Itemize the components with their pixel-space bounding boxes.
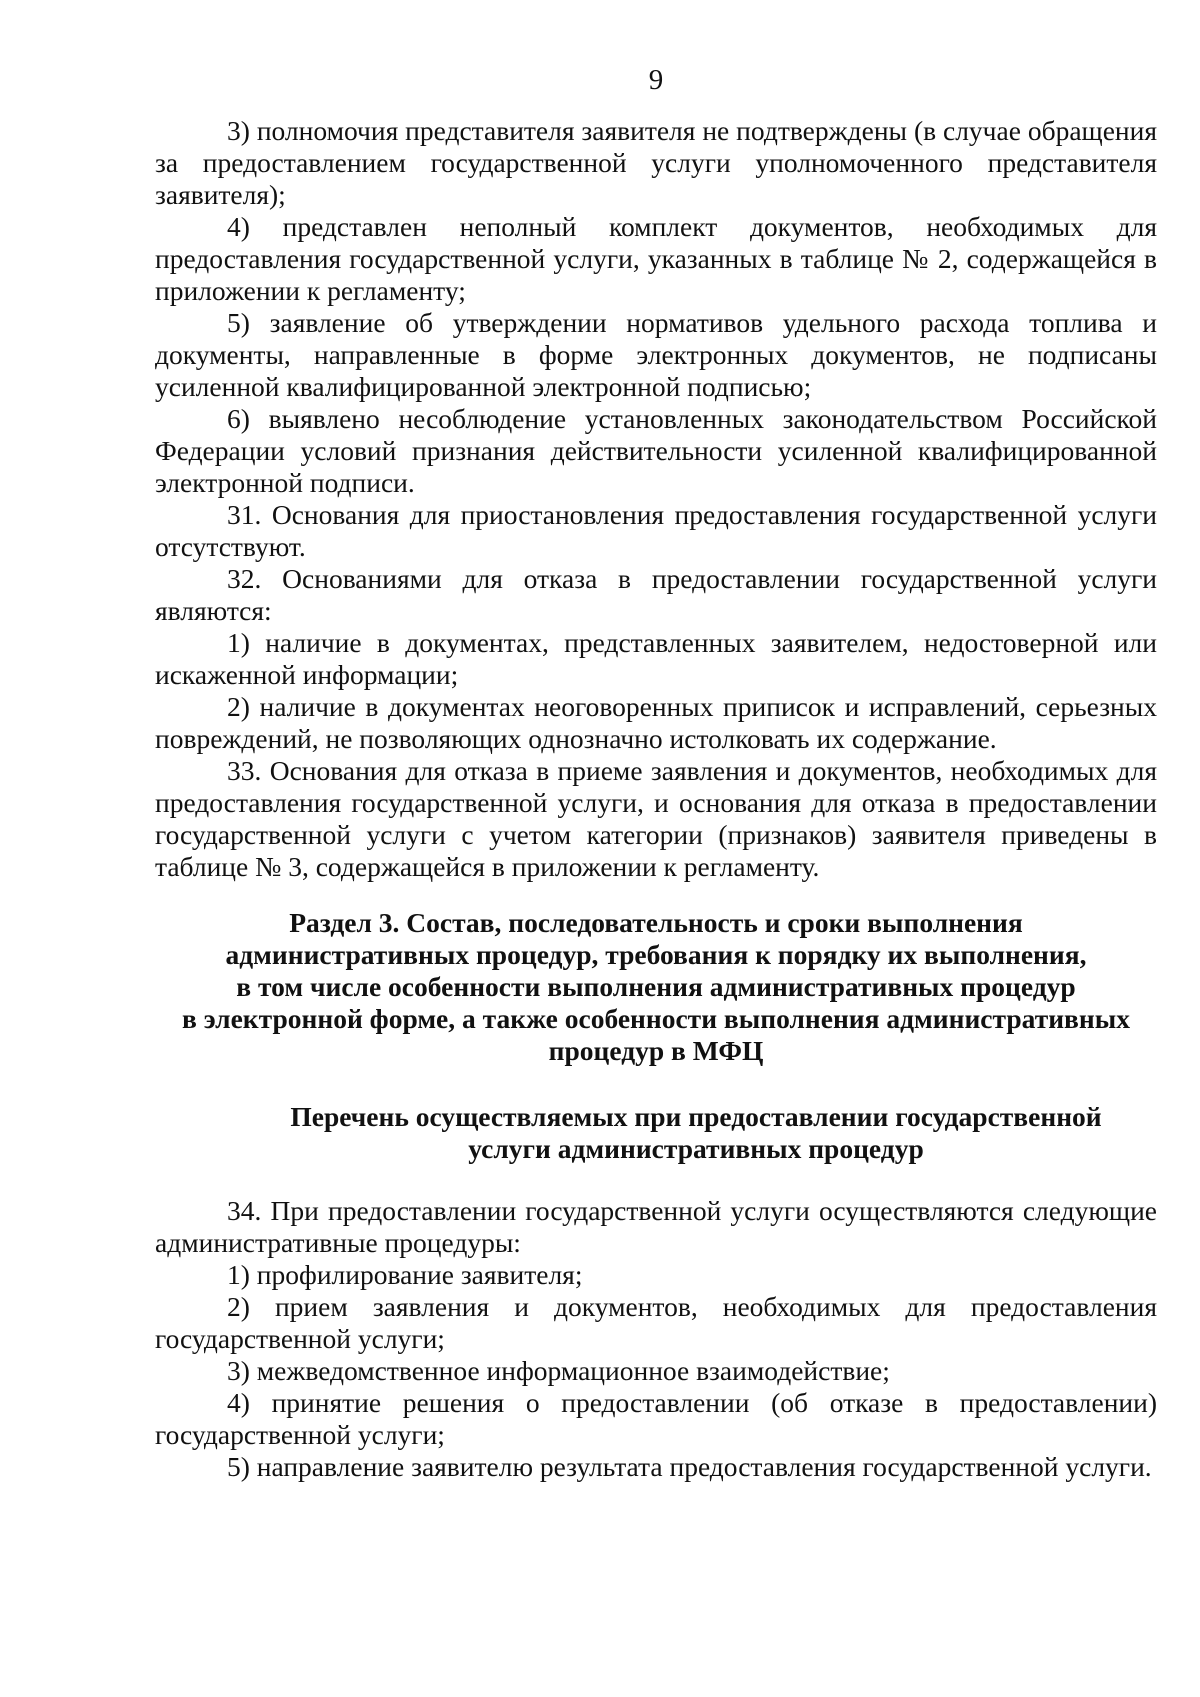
list-item-4-incomplete-documents: 4) представлен неполный комплект документов, необходимых для предоставления государственной услуги, указанных в таблице № 2, содержащейся в приложении к регламенту; <box>155 211 1157 306</box>
list-item-6-signature-validity: 6) выявлено несоблюдение установленных законодательством Российской Федерации условий признания действительности усиленной квалифицированной электронной подписи. <box>155 403 1157 498</box>
subsection-title-line: Перечень осуществляемых при предоставлении государственной <box>290 1101 1102 1132</box>
clause-34-item-4: 4) принятие решения о предоставлении (об отказе в предоставлении) государственной услуги; <box>155 1387 1157 1450</box>
clause-33: 33. Основания для отказа в приеме заявления и документов, необходимых для предоставления государственной услуги, и основания для отказа в предоставлении государственной услуги с учетом категории (признаков) заявителя приведены в таблице № 3, содержащейся в приложении к регламенту. <box>155 755 1157 882</box>
section-title-line: в том числе особенности выполнения административных процедур <box>236 971 1076 1002</box>
clause-34-item-1: 1) профилирование заявителя; <box>227 1259 583 1290</box>
body-text-top <box>155 115 1157 883</box>
section-title-line: процедур в МФЦ <box>548 1035 764 1066</box>
clause-34-item-2: 2) прием заявления и документов, необходимых для предоставления государственной услуги; <box>155 1291 1157 1354</box>
section-title-line: Раздел 3. Состав, последовательность и сроки выполнения <box>289 907 1023 938</box>
section-title-line: в электронной форме, а также особенности выполнения административных <box>182 1003 1130 1034</box>
body-text-bottom <box>155 1195 1157 1483</box>
section-title-line: административных процедур, требования к порядку их выполнения, <box>225 939 1087 970</box>
clause-31: 31. Основания для приостановления предоставления государственной услуги отсутствуют. <box>155 499 1157 562</box>
subsection-title-line: услуги административных процедур <box>468 1133 924 1164</box>
subsection-title <box>155 1101 1157 1165</box>
clause-34-item-5: 5) направление заявителю результата предоставления государственной услуги. <box>227 1451 1152 1482</box>
clause-34: 34. При предоставлении государственной услуги осуществляются следующие административные процедуры: <box>155 1195 1157 1258</box>
clause-34-item-3: 3) межведомственное информационное взаимодействие; <box>227 1355 890 1386</box>
list-item-5-unsigned-documents: 5) заявление об утверждении нормативов удельного расхода топлива и документы, направленные в форме электронных документов, не подписаны усиленной квалифицированной электронной подписью; <box>155 307 1157 402</box>
clause-32-item-1: 1) наличие в документах, представленных заявителем, недостоверной или искаженной информации; <box>155 627 1157 690</box>
section-title <box>155 907 1157 1067</box>
list-item-3-representative: 3) полномочия представителя заявителя не подтверждены (в случае обращения за предоставлением государственной услуги уполномоченного представителя заявителя); <box>155 115 1157 210</box>
clause-32: 32. Основаниями для отказа в предоставлении государственной услуги являются: <box>155 563 1157 626</box>
page-number: 9 <box>648 64 664 96</box>
document-page <box>155 60 1157 1483</box>
clause-32-item-2: 2) наличие в документах неоговоренных приписок и исправлений, серьезных повреждений, не позволяющих однозначно истолковать их содержание. <box>155 691 1157 754</box>
